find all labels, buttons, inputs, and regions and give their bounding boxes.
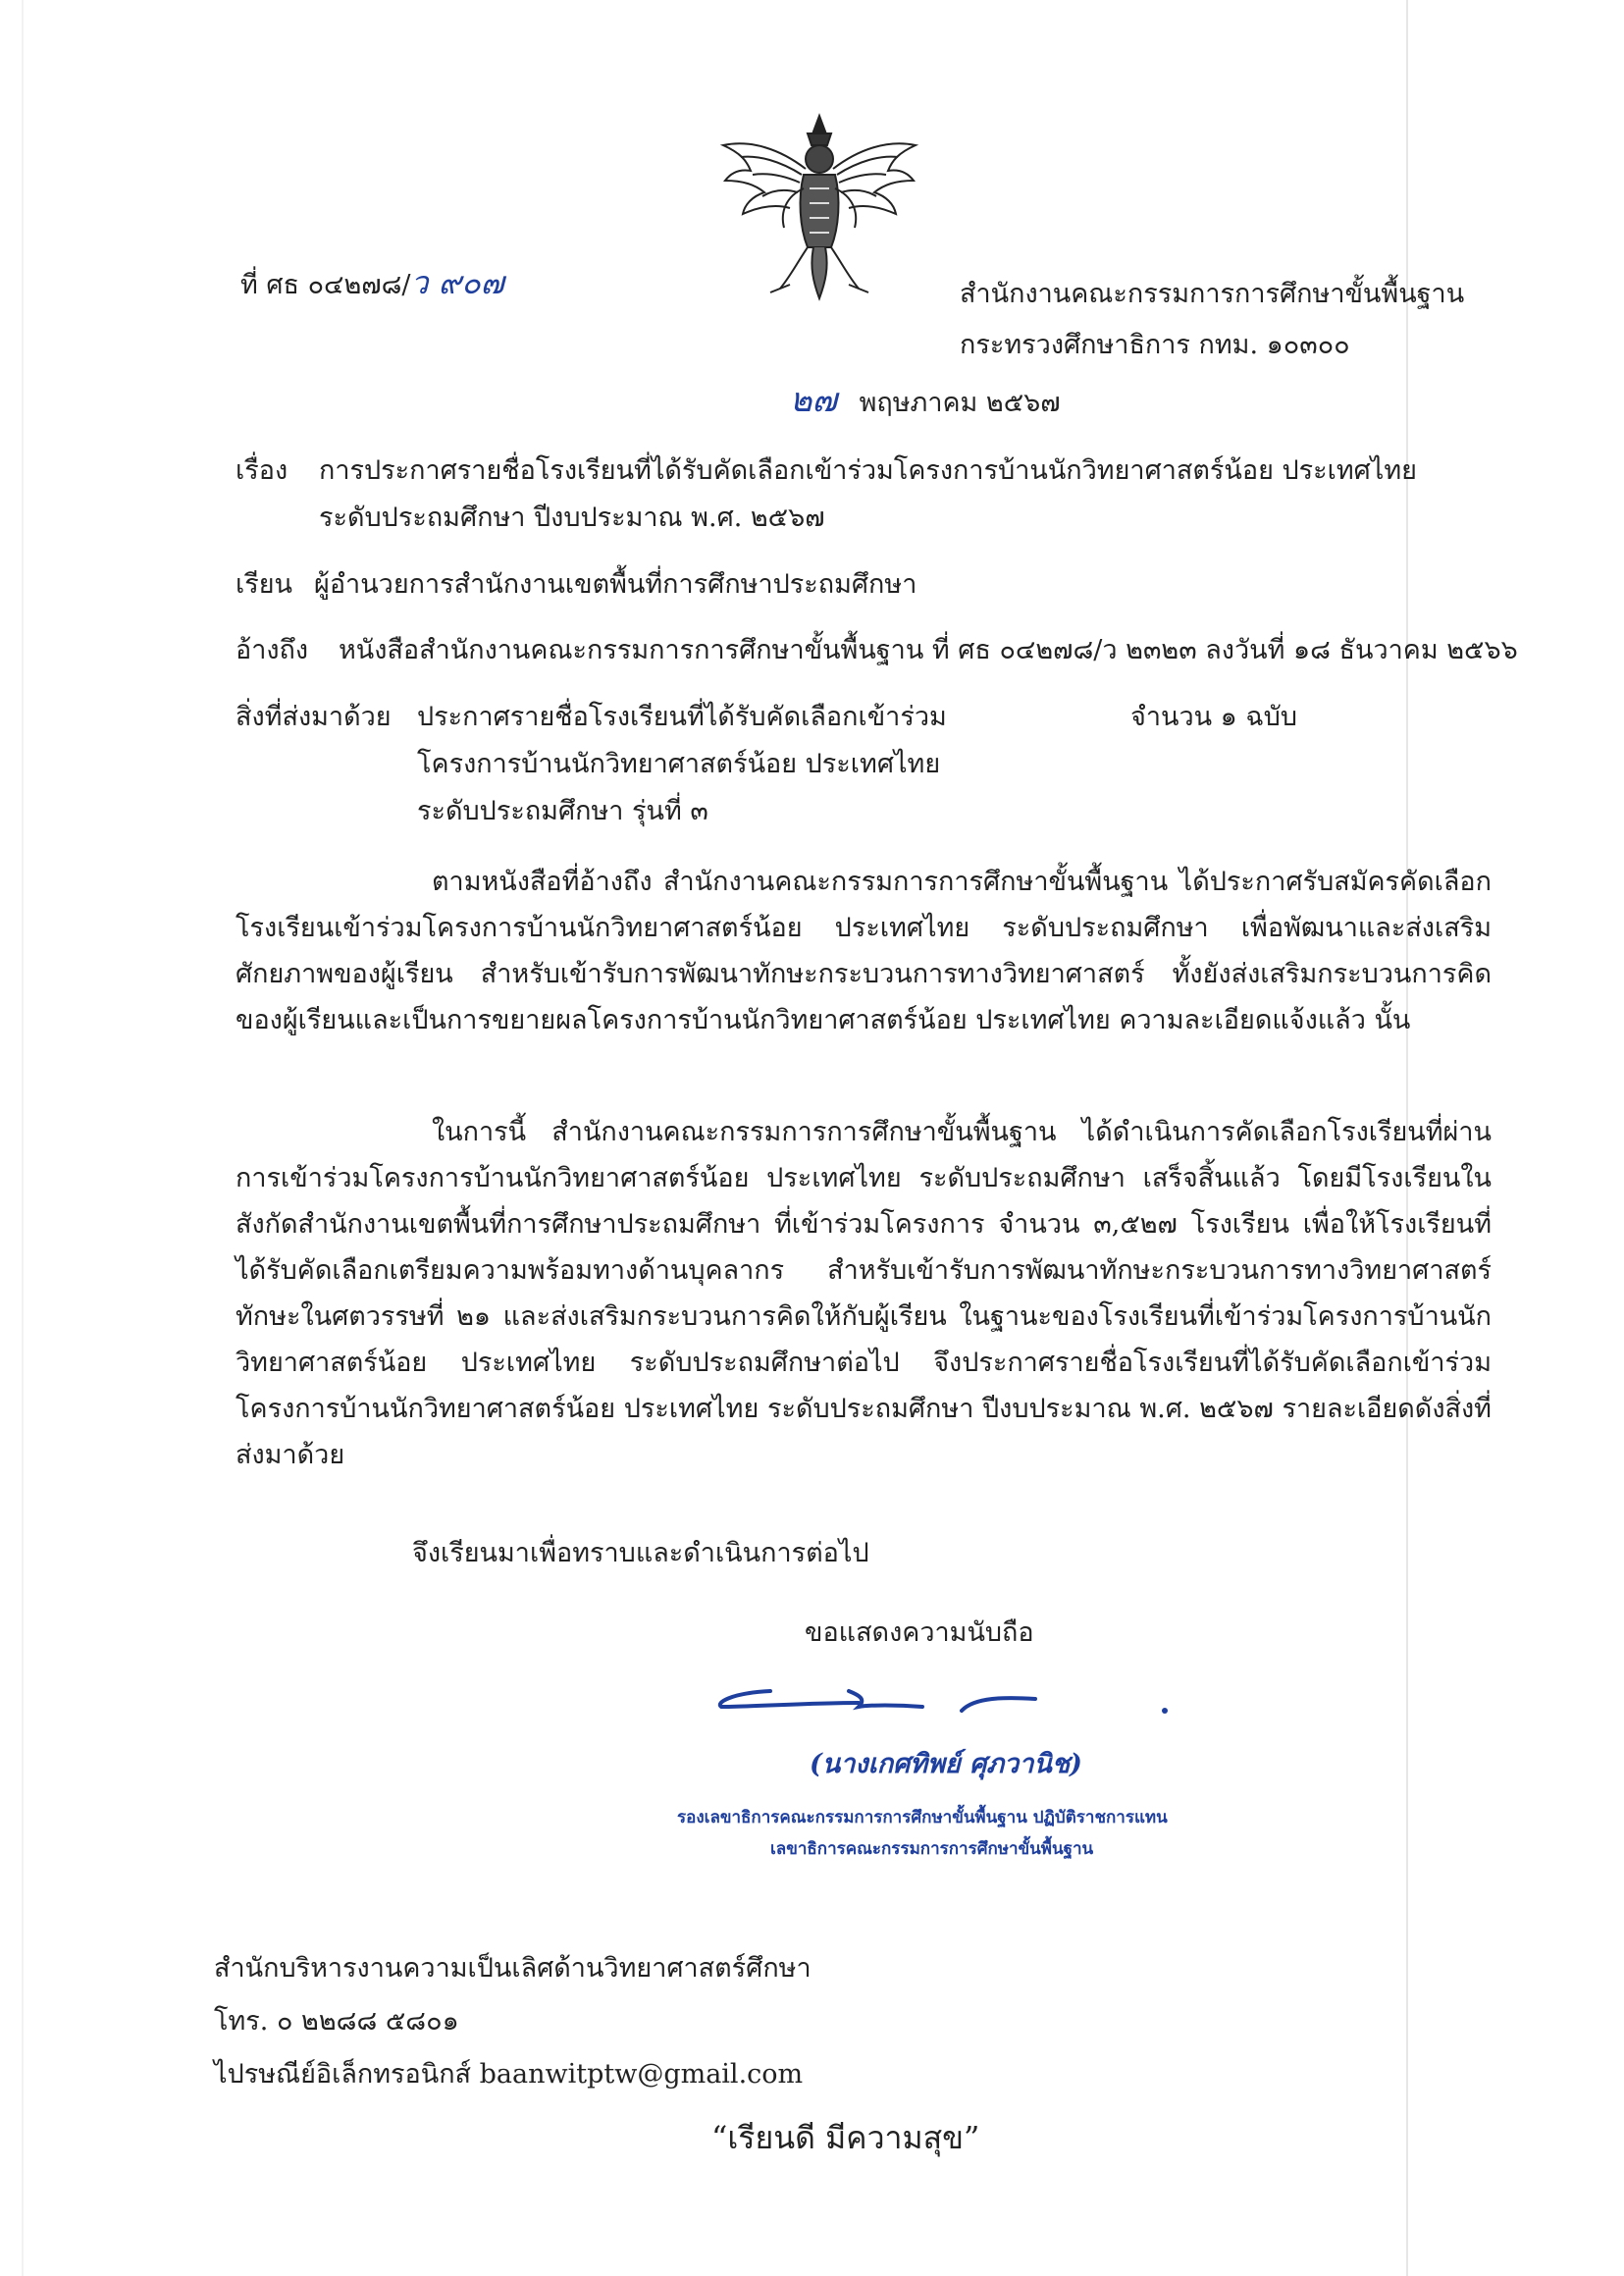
body-paragraph-2-text: ในการนี้ สำนักงานคณะกรรมการการศึกษาขั้นพื้นฐาน ได้ดำเนินการคัดเลือกโรงเรียนที่ผ่านการเข้าร่วมโครงการบ้านนักวิทยาศาสตร์น้อย ประเทศไทย ระดับประถมศึกษา เสร็จสิ้นแล้ว โดยมีโรงเรียนในสังกัดสำนักงานเขตพื้นที่การศึกษาประถมศึกษา ที่เข้าร่วมโครงการ จำนวน ๓,๕๒๗ โรงเรียน เพื่อให้โรงเรียนที่ได้รับคัดเลือกเตรียมความพร้อมทางด้านบุคลากร สำหรับเข้ารับการพัฒนาทักษะกระบวนการทางวิทยาศาสตร์ ทักษะในศตวรรษที่ ๒๑ และส่งเสริมกระบวนการคิดให้กับผู้เรียน ในฐานะของโรงเรียนที่เข้าร่วมโครงการบ้านนักวิทยาศาสตร์น้อย ประเทศไทย ระดับประถมศึกษาต่อไป จึงประกาศรายชื่อโรงเรียนที่ได้รับคัดเลือกเข้าร่วมโครงการบ้านนักวิทยาศาสตร์น้อย ประเทศไทย ระดับประถมศึกษา ปีงบประมาณ พ.ศ. ๒๕๖๗ รายละเอียดดังสิ่งที่ส่งมาด้วย (236, 1117, 1492, 1470)
scan-edge-line (22, 0, 24, 2276)
footer-email: ไปรษณีย์อิเล็กทรอนิกส์ baanwitptw@gmail.com (214, 2059, 804, 2090)
recipient-label: เรียน (236, 569, 293, 600)
body-paragraph-1 (236, 859, 1492, 1043)
document-number-handwritten: ว ๙๐๗ (410, 264, 504, 301)
enclosure-quantity: จำนวน ๑ ฉบับ (1130, 702, 1298, 732)
enclosure-line-1: ประกาศรายชื่อโรงเรียนที่ได้รับคัดเลือกเข้าร่วม (417, 702, 947, 732)
date-day-handwritten: ๒๗ (790, 381, 837, 420)
issuer-line-2: กระทรวงศึกษาธิการ กทม. ๑๐๓๐๐ (960, 330, 1350, 360)
recipient-text: ผู้อำนวยการสำนักงานเขตพื้นที่การศึกษาประถมศึกษา (314, 569, 917, 600)
signatory-position-line-1: รองเลขาธิการคณะกรรมการการศึกษาขั้นพื้นฐาน ปฏิบัติราชการแทน (677, 1808, 1168, 1827)
signature-scribble (711, 1673, 1182, 1732)
footer-office: สำนักบริหารงานความเป็นเลิศด้านวิทยาศาสตร์ศึกษา (214, 1953, 812, 1984)
enclosure-line-3: ระดับประถมศึกษา รุ่นที่ ๓ (417, 796, 708, 826)
closing-sentence: จึงเรียนมาเพื่อทราบและดำเนินการต่อไป (412, 1538, 869, 1568)
enclosure-line-2: โครงการบ้านนักวิทยาศาสตร์น้อย ประเทศไทย (417, 749, 941, 779)
signatory-name: (นางเกศทิพย์ ศุภวานิช) (810, 1749, 1082, 1779)
reference-text: หนังสือสำนักงานคณะกรรมการการศึกษาขั้นพื้นฐาน ที่ ศธ ๐๔๒๗๘/ว ๒๓๒๓ ลงวันที่ ๑๘ ธันวาคม ๒๕๖๖ (339, 635, 1518, 665)
subject-line-2: ระดับประถมศึกษา ปีงบประมาณ พ.ศ. ๒๕๖๗ (319, 503, 825, 533)
issuer-line-1: สำนักงานคณะกรรมการการศึกษาขั้นพื้นฐาน (960, 279, 1465, 309)
reference-label: อ้างถึง (236, 635, 309, 665)
body-paragraph-2 (236, 1109, 1492, 1478)
enclosure-label: สิ่งที่ส่งมาด้วย (236, 702, 392, 732)
date-month-year: พฤษภาคม ๒๕๖๗ (859, 388, 1061, 418)
garuda-emblem-icon (711, 110, 927, 306)
letter-date (790, 383, 1061, 421)
footer-motto: “เรียนดี มีความสุข” (711, 2119, 980, 2156)
subject-label: เรื่อง (236, 455, 288, 486)
body-paragraph-1-text: ตามหนังสือที่อ้างถึง สำนักงานคณะกรรมการการศึกษาขั้นพื้นฐาน ได้ประกาศรับสมัครคัดเลือกโรงเรียนเข้าร่วมโครงการบ้านนักวิทยาศาสตร์น้อย ประเทศไทย ระดับประถมศึกษา เพื่อพัฒนาและส่งเสริมศักยภาพของผู้เรียน สำหรับเข้ารับการพัฒนาทักษะกระบวนการทางวิทยาศาสตร์ ทั้งยังส่งเสริมกระบวนการคิดของผู้เรียนและเป็นการขยายผลโครงการบ้านนักวิทยาศาสตร์น้อย ประเทศไทย ความละเอียดแจ้งแล้ว นั้น (236, 867, 1492, 1035)
document-number-prefix: ที่ ศธ ๐๔๒๗๘/ (240, 270, 411, 300)
document-number (240, 265, 504, 303)
subject-line-1: การประกาศรายชื่อโรงเรียนที่ได้รับคัดเลือกเข้าร่วมโครงการบ้านนักวิทยาศาสตร์น้อย ประเทศไทย (319, 455, 1417, 486)
signatory-position-line-2: เลขาธิการคณะกรรมการการศึกษาขั้นพื้นฐาน (770, 1839, 1094, 1859)
salutation: ขอแสดงความนับถือ (805, 1617, 1034, 1648)
footer-phone: โทร. ๐ ๒๒๘๘ ๕๘๐๑ (214, 2006, 459, 2037)
